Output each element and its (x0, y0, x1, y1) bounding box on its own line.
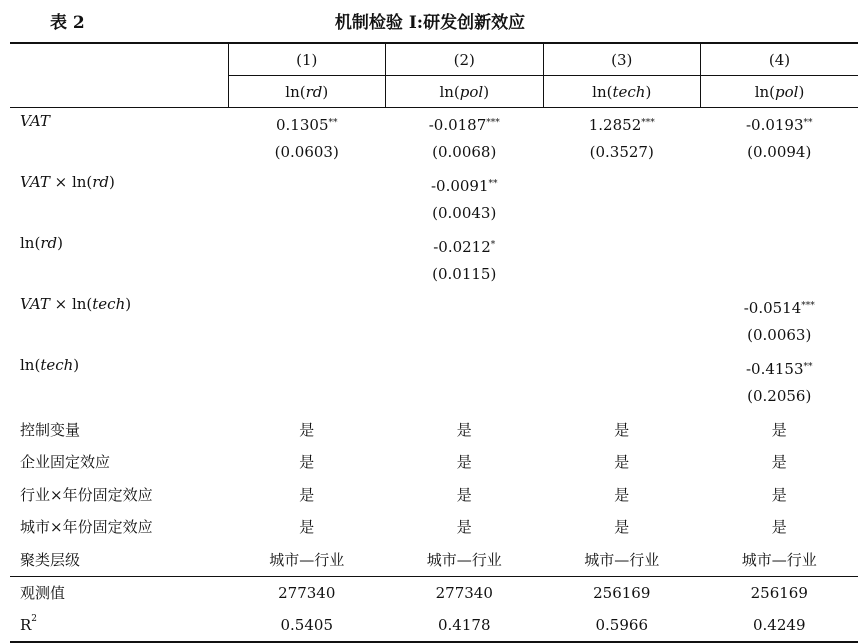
row-label: 城市×年份固定效应 (20, 518, 153, 537)
table-row (10, 446, 858, 479)
coef-cell (543, 352, 701, 413)
control-cell: 城市—行业 (741, 550, 817, 569)
coef-cell (228, 230, 386, 291)
row-label: 行业×年份固定效应 (20, 485, 153, 504)
dependent-variable-row (10, 76, 858, 108)
table-row (10, 543, 858, 576)
column-number-row (10, 43, 858, 76)
coef-cell (701, 169, 859, 230)
row-label: VAT × ln(rd) (20, 173, 115, 191)
dependent-variable: ln(pol) (386, 76, 544, 108)
stat-cell: 277340 (386, 576, 544, 609)
stat-cell: 0.5405 (228, 609, 386, 642)
control-cell: 是 (614, 485, 630, 504)
coef-cell: -0.0212* (0.0115) (432, 238, 497, 283)
row-label: VAT × ln(tech) (20, 295, 132, 313)
table-row (10, 230, 858, 291)
table-row (10, 352, 858, 413)
row-label: 聚类层级 (20, 550, 81, 569)
row-label: 企业固定效应 (20, 453, 111, 472)
table-row (10, 478, 858, 511)
stat-cell: 256169 (701, 576, 859, 609)
dependent-variable: ln(rd) (228, 76, 386, 108)
control-cell: 是 (614, 453, 630, 472)
column-number: (1) (228, 43, 386, 76)
table-row (10, 291, 858, 352)
coef-cell (701, 230, 859, 291)
stat-cell: 0.5966 (543, 609, 701, 642)
table-row (10, 511, 858, 544)
stat-cell: 277340 (228, 576, 386, 609)
control-cell: 是 (614, 420, 630, 439)
stat-cell: 0.4178 (386, 609, 544, 642)
coef-cell: -0.0187*** (0.0068) (428, 116, 500, 161)
control-cell: 城市—行业 (269, 550, 345, 569)
control-cell: 是 (456, 485, 472, 504)
table-title: 机制检验 I:研发创新效应 (334, 13, 526, 33)
table-row (10, 108, 858, 170)
coef-cell: 1.2852*** (0.3527) (588, 116, 655, 161)
coef-cell: -0.0514*** (0.0063) (743, 299, 815, 344)
control-cell: 是 (299, 453, 315, 472)
row-label: $R^2$ (10, 609, 228, 642)
control-cell: 是 (771, 485, 787, 504)
dependent-variable: ln(tech) (543, 76, 701, 108)
coef-cell (543, 230, 701, 291)
control-cell: 城市—行业 (584, 550, 660, 569)
control-cell: 是 (771, 518, 787, 537)
column-number: (2) (386, 43, 544, 76)
coef-cell (228, 291, 386, 352)
stat-cell: 0.4249 (701, 609, 859, 642)
coef-cell: -0.4153** (0.2056) (745, 360, 813, 405)
coef-cell (228, 352, 386, 413)
table-number: 表 2 (50, 13, 85, 33)
table-row (10, 576, 858, 609)
coef-cell: -0.0091** (0.0043) (430, 177, 498, 222)
regression-table (10, 42, 858, 643)
row-label: 观测值 (10, 576, 228, 609)
row-label: ln(tech) (20, 356, 80, 374)
control-cell: 是 (771, 453, 787, 472)
table-row (10, 413, 858, 446)
row-label: ln(rd) (20, 234, 63, 252)
coef-cell (543, 291, 701, 352)
table-row (10, 609, 858, 642)
table-row (10, 169, 858, 230)
row-label: 控制变量 (20, 420, 81, 439)
table-caption (0, 0, 864, 40)
control-cell: 是 (456, 420, 472, 439)
coef-cell (543, 169, 701, 230)
control-cell: 是 (299, 420, 315, 439)
stat-cell: 256169 (543, 576, 701, 609)
control-cell: 是 (456, 453, 472, 472)
control-cell: 是 (771, 420, 787, 439)
coef-cell (228, 169, 386, 230)
column-number: (4) (701, 43, 859, 76)
control-cell: 城市—行业 (426, 550, 502, 569)
coef-cell (386, 291, 544, 352)
control-cell: 是 (299, 485, 315, 504)
control-cell: 是 (614, 518, 630, 537)
dependent-variable: ln(pol) (701, 76, 859, 108)
control-cell: 是 (456, 518, 472, 537)
control-cell: 是 (299, 518, 315, 537)
coef-cell: -0.0193** (0.0094) (745, 116, 813, 161)
row-label: VAT (20, 112, 50, 130)
coef-cell: 0.1305** (0.0603) (274, 116, 339, 161)
coef-cell (386, 352, 544, 413)
column-number: (3) (543, 43, 701, 76)
